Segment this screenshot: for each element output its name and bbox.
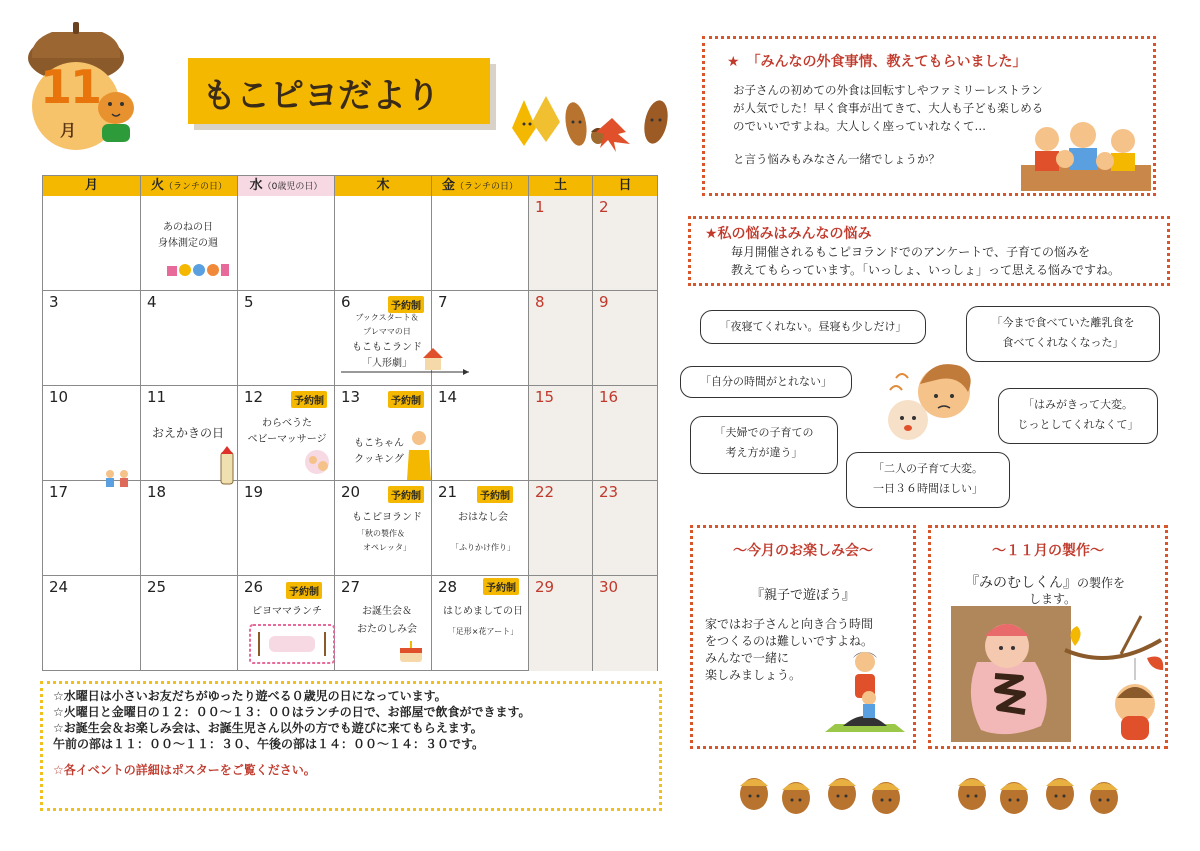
calendar-day-number: 19 [244, 483, 264, 501]
dining-heading: ★ 「みんなの外食事情、教えてもらいました」 [727, 54, 1027, 70]
acorn-decoration-icon [734, 764, 908, 820]
calendar-day-number: 14 [438, 388, 458, 406]
monthly-fun-section [690, 525, 916, 749]
calendar-day-cell [43, 386, 141, 481]
event-anone: あのねの日 [163, 222, 213, 233]
event-storytime: おはなし会 [458, 512, 508, 523]
calendar-day-number: 8 [535, 293, 545, 311]
calendar-day-number: 13 [341, 388, 361, 406]
weekday-tue: 火（ランチの日） [141, 176, 238, 196]
monthly-craft-section [928, 525, 1168, 749]
calendar-day-number: 21 [438, 483, 458, 501]
newsletter-title-box [188, 58, 490, 124]
puppet-house-arrow-icon [339, 346, 474, 378]
calendar-day-number: 23 [599, 483, 619, 501]
newsletter-title: もこピヨだより [202, 76, 440, 116]
lunch-placemat-icon [249, 624, 335, 664]
calendar-day-number: 29 [535, 578, 555, 596]
calendar-weekday-header [43, 176, 657, 196]
event-bookstart: ブックスタート＆ [355, 313, 419, 322]
autumn-leaves-illustration [502, 88, 682, 158]
worries-body: 毎月開催されるもこピヨランドでのアンケートで、子育ての悩みを 教えてもらっています。「いっしょ、いっしょ」って思える悩みですね。 [731, 245, 1121, 277]
reservation-badge: 予約制 [388, 296, 424, 313]
event-calendar [42, 175, 658, 671]
dining-out-section [702, 36, 1156, 196]
calendar-day-number: 10 [49, 388, 69, 406]
fun-subtitle: 『親子で遊ぼう』 [750, 588, 855, 603]
calendar-day-cell [529, 576, 593, 671]
dining-question: と言う悩みもみなさん一緒でしょうか？ [733, 152, 940, 166]
calendar-day-number: 15 [535, 388, 555, 406]
tired-parent-baby-illustration [876, 358, 980, 454]
baby-massage-icon [297, 446, 337, 480]
calendar-day-cell [141, 481, 238, 576]
calendar-day-cell [593, 576, 657, 671]
worry-bubble: 「今まで食べていた離乳食を 食べてくれなくなった」 [966, 306, 1160, 362]
calendar-day-cell [529, 386, 593, 481]
weekday-sat: 土 [529, 176, 593, 196]
calendar-day-number: 18 [147, 483, 167, 501]
dining-body: お子さんの初めての外食は回転すしやファミリーレストラン が人気でした！早く食事が出てきて、大人も子ども楽しめる のでいいですよね。大人しく座っていれなくて… [733, 83, 1044, 133]
calendar-day-cell [529, 196, 593, 291]
bagworm-craft-photo [951, 606, 1071, 742]
calendar-day-number: 4 [147, 293, 157, 311]
calendar-day-cell [432, 196, 529, 291]
event-footprint-art: 「足形×花アート」 [447, 627, 519, 636]
event-mokopiyo-land: もこピヨランド [352, 512, 422, 523]
reservation-badge: 予約制 [477, 486, 513, 503]
acorn-decoration-icon [952, 764, 1126, 820]
event-birthday: お誕生会＆ [362, 606, 412, 617]
calendar-day-number: 11 [147, 388, 167, 406]
fun-body: 家ではお子さんと向き合う時間 をつくるのは難しいですよね。 みんなで一緒に 楽しみましょう。 [705, 617, 874, 682]
weekday-thu: 木 [335, 176, 432, 196]
event-operetta: オペレッタ」 [363, 543, 411, 552]
weekday-fri: 金（ランチの日） [432, 176, 529, 196]
calendar-day-cell [238, 196, 335, 291]
note-poster: ☆各イベントの詳細はポスターをご覧ください。 [53, 763, 316, 777]
fun-heading: ～今月のお楽しみ会～ [733, 543, 873, 559]
reservation-badge: 予約制 [291, 391, 327, 408]
event-baby-massage: ベビーマッサージ [247, 434, 327, 445]
reservation-badge: 予約制 [388, 486, 424, 503]
event-premama: プレママの日 [363, 327, 411, 336]
weekday-wed: 水（0歳児の日） [238, 176, 335, 196]
calendar-day-number: 17 [49, 483, 69, 501]
cooking-person-icon [405, 428, 433, 484]
calendar-day-cell [593, 481, 657, 576]
calendar-day-number: 20 [341, 483, 361, 501]
craft-suffix: します。 [1029, 592, 1077, 606]
toys-icon [165, 258, 231, 280]
birthday-cake-icon [397, 638, 425, 664]
calendar-day-number: 3 [49, 293, 59, 311]
note-line: ☆水曜日は小さいお友だちがゆったり遊べる０歳児の日になっています。 [53, 689, 447, 703]
event-warabeuta: わらべうた [262, 418, 312, 429]
note-line: 午前の部は１１：００～１１：３０、午後の部は１４：００～１４：３０です。 [53, 737, 485, 751]
calendar-day-number: 6 [341, 293, 351, 311]
calendar-day-cell [43, 291, 141, 386]
calendar-day-number: 30 [599, 578, 619, 596]
calendar-day-cell [141, 291, 238, 386]
family-dining-illustration [1021, 115, 1151, 191]
event-puppet-show: 「人形劇」 [362, 358, 412, 369]
calendar-day-cell [43, 196, 141, 291]
worry-bubble: 「はみがきって大変。 じっとしてくれなくて」 [998, 388, 1158, 444]
worries-heading: ★私の悩みはみんなの悩み [705, 226, 872, 242]
reservation-badge: 予約制 [483, 578, 519, 595]
calendar-day-number: 28 [438, 578, 458, 596]
event-furikake: 「ふりかけ作り」 [451, 543, 515, 552]
calendar-day-cell [141, 576, 238, 671]
calendar-day-number: 24 [49, 578, 69, 596]
craft-heading: ～１１月の製作～ [992, 543, 1104, 559]
calendar-day-cell [238, 291, 335, 386]
calendar-day-cell [43, 481, 141, 576]
calendar-day-number: 27 [341, 578, 361, 596]
calendar-day-cell [335, 196, 432, 291]
kids-icon [103, 468, 133, 488]
calendar-day-number: 22 [535, 483, 555, 501]
calendar-day-number: 9 [599, 293, 609, 311]
note-line: ☆お誕生会＆お楽しみ会は、お誕生児さん以外の方でも遊びに来てもらえます。 [53, 721, 483, 735]
calendar-day-number: 25 [147, 578, 167, 596]
parent-child-yoga-illustration [823, 646, 907, 740]
weekday-sun: 日 [618, 178, 632, 193]
calendar-day-number: 26 [244, 578, 264, 596]
event-piyomama-lunch: ピヨママランチ [252, 606, 322, 617]
calendar-day-cell [43, 576, 141, 671]
calendar-day-number: 5 [244, 293, 254, 311]
calendar-day-cell [529, 481, 593, 576]
event-mokochan: もこちゃん [354, 438, 404, 449]
calendar-day-number: 1 [535, 198, 545, 216]
worry-bubble: 「自分の時間がとれない」 [680, 366, 852, 398]
event-first-meeting: はじめましての日 [443, 606, 523, 617]
event-autumn-craft: 「秋の製作＆ [357, 529, 405, 538]
event-fun-party: おたのしみ会 [357, 624, 417, 635]
calendar-day-cell [593, 291, 657, 386]
month-number: 11 [40, 60, 101, 114]
worry-bubble: 「夜寝てくれない。昼寝も少しだけ」 [700, 310, 926, 344]
crayon-icon [215, 446, 239, 486]
calendar-day-cell [593, 196, 657, 291]
reservation-badge: 予約制 [388, 391, 424, 408]
reservation-badge: 予約制 [286, 582, 322, 599]
calendar-notes [40, 681, 662, 811]
event-cooking: クッキング [354, 454, 404, 465]
worry-bubble: 「二人の子育て大変。 一日３６時間ほしい」 [846, 452, 1010, 508]
branch-bagworm-illustration [1061, 610, 1167, 744]
calendar-day-cell [238, 481, 335, 576]
month-suffix: 月 [60, 121, 77, 140]
calendar-grid [43, 196, 657, 671]
event-measurement: 身体測定の週 [158, 238, 218, 249]
weekday-mon: 月 [43, 176, 141, 196]
event-drawing: おえかきの日 [151, 426, 224, 440]
note-line: ☆火曜日と金曜日の１２：００～１３：００はランチの日で、お部屋で飲食ができます。 [53, 705, 531, 719]
calendar-day-number: 12 [244, 388, 264, 406]
calendar-day-number: 16 [599, 388, 619, 406]
calendar-day-number: 7 [438, 293, 448, 311]
calendar-day-cell [432, 386, 529, 481]
event-mokomoko-land: もこもこランド [352, 342, 422, 353]
calendar-day-cell [529, 291, 593, 386]
calendar-day-cell [593, 386, 657, 481]
worry-bubble: 「夫婦での子育ての 考え方が違う」 [690, 416, 838, 474]
craft-name: 『みのむしくん』の製作を [965, 575, 1126, 591]
parenting-worries-section [688, 216, 1170, 286]
calendar-day-number: 2 [599, 198, 609, 216]
